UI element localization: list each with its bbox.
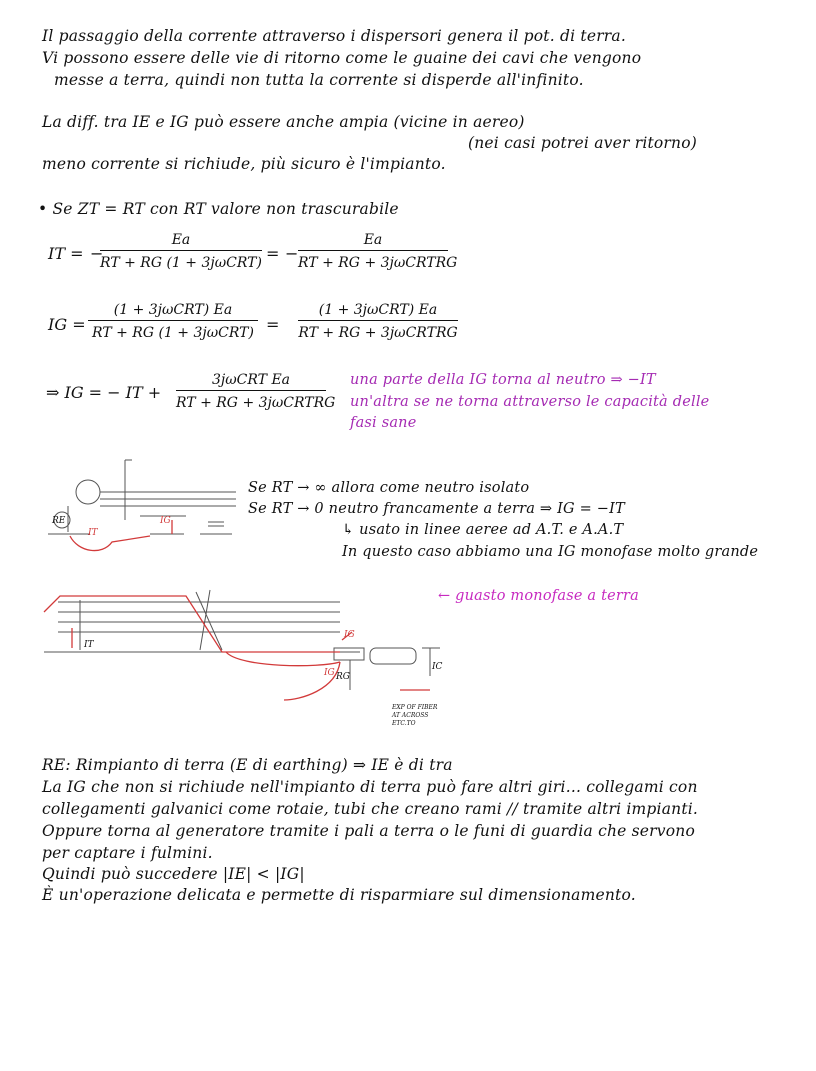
- paragraph1-line1: Il passaggio della corrente attraverso i dispersori genera il pot. di terra.: [42, 27, 626, 45]
- final-line7: È un'operazione delicata e permette di risparmiare sul dimensionamento.: [42, 886, 636, 904]
- result-den: RT + RG + 3jωCRTRG: [176, 395, 336, 411]
- purple-note-2: un'altra se ne torna attraverso le capacità delle: [350, 394, 710, 410]
- diagram-label-ig-bottom: IG: [324, 668, 335, 678]
- small-note-3: ETC.TO: [392, 720, 416, 727]
- it-eq: =: [266, 244, 280, 263]
- final-line6: Quindi può succedere |IE| < |IG|: [42, 865, 305, 883]
- limit-infinity: Se RT → ∞ allora come neutro isolato: [248, 480, 530, 496]
- small-note-2: AT ACROSS: [392, 712, 429, 719]
- it-num-1: Ea: [100, 232, 262, 251]
- paragraph1-line3: messe a terra, quindi non tutta la corrente si disperde all'infinito.: [54, 71, 584, 89]
- purple-note-1: una parte della IG torna al neutro ⇒ −IT: [350, 372, 656, 388]
- small-note-1: EXP OF FIBER: [392, 704, 438, 711]
- diagram-label-ig-upper: IG: [160, 516, 171, 526]
- guasto-note: ← guasto monofase a terra: [438, 588, 639, 604]
- ig-eq: =: [266, 315, 280, 334]
- paragraph2-line1: La diff. tra IE e IG può essere anche ampia (vicine in aereo): [42, 113, 525, 131]
- final-line3: collegamenti galvanici come rotaie, tubi che creano rami // tramite altri impianti.: [42, 800, 699, 818]
- limit-usage: ↳ usato in linee aeree ad A.T. e A.A.T: [342, 522, 624, 538]
- diagram-label-it-lower: IT: [84, 640, 94, 650]
- diagram-small-notes: [392, 704, 437, 728]
- it-lhs: IT =: [48, 244, 84, 263]
- upper-circuit-sketch: [48, 460, 236, 534]
- lower-line-sketch: [44, 590, 443, 690]
- result-num: 3jωCRT Ea: [176, 372, 326, 391]
- diagram-label-ig-lower: IG: [344, 630, 355, 640]
- it-den-1: RT + RG (1 + 3jωCRT): [100, 255, 262, 271]
- paragraph1-line2: Vi possono essere delle vie di ritorno come le guaine dei cavi che vengono: [42, 49, 642, 67]
- paragraph2-line2: (nei casi potrei aver ritorno): [468, 134, 698, 152]
- ig-den-2: RT + RG + 3jωCRTRG: [298, 325, 458, 341]
- final-line5: per captare i fulmini.: [42, 844, 213, 862]
- diagram-label-re: RE: [52, 516, 66, 526]
- it-den-2: RT + RG + 3jωCRTRG: [298, 255, 458, 271]
- final-line4: Oppure torna al generatore tramite i pali a terra o le funi di guardia che servono: [42, 822, 695, 840]
- diagram-label-ic: IC: [432, 662, 443, 672]
- case-header: • Se ZT = RT con RT valore non trascurabile: [38, 200, 399, 218]
- diagram-label-rg: RG: [336, 672, 350, 682]
- paragraph2-line3: meno corrente si richiude, più sicuro è l'impianto.: [42, 155, 446, 173]
- it-minus-2: −: [285, 244, 299, 263]
- limit-large-ig: In questo caso abbiamo una IG monofase molto grande: [342, 544, 759, 560]
- ig-num-2: (1 + 3jωCRT) Ea: [298, 302, 458, 321]
- diagram-label-it-upper: IT: [88, 528, 98, 538]
- ig-lhs: IG =: [48, 315, 86, 334]
- ig-num-1: (1 + 3jωCRT) Ea: [88, 302, 258, 321]
- final-line1: RE: Rimpianto di terra (E di earthing) ⇒ IE è di tra: [42, 756, 453, 774]
- it-num-2: Ea: [298, 232, 448, 251]
- final-line2: La IG che non si richiude nell'impianto di terra può fare altri giri... collegami con: [42, 778, 698, 796]
- it-minus-1: −: [90, 244, 104, 263]
- purple-note-3: fasi sane: [350, 415, 417, 431]
- ig-den-1: RT + RG (1 + 3jωCRT): [92, 325, 254, 341]
- limit-zero: Se RT → 0 neutro francamente a terra ⇒ IG = −IT: [248, 501, 625, 517]
- result-lhs: ⇒ IG = − IT +: [46, 383, 162, 402]
